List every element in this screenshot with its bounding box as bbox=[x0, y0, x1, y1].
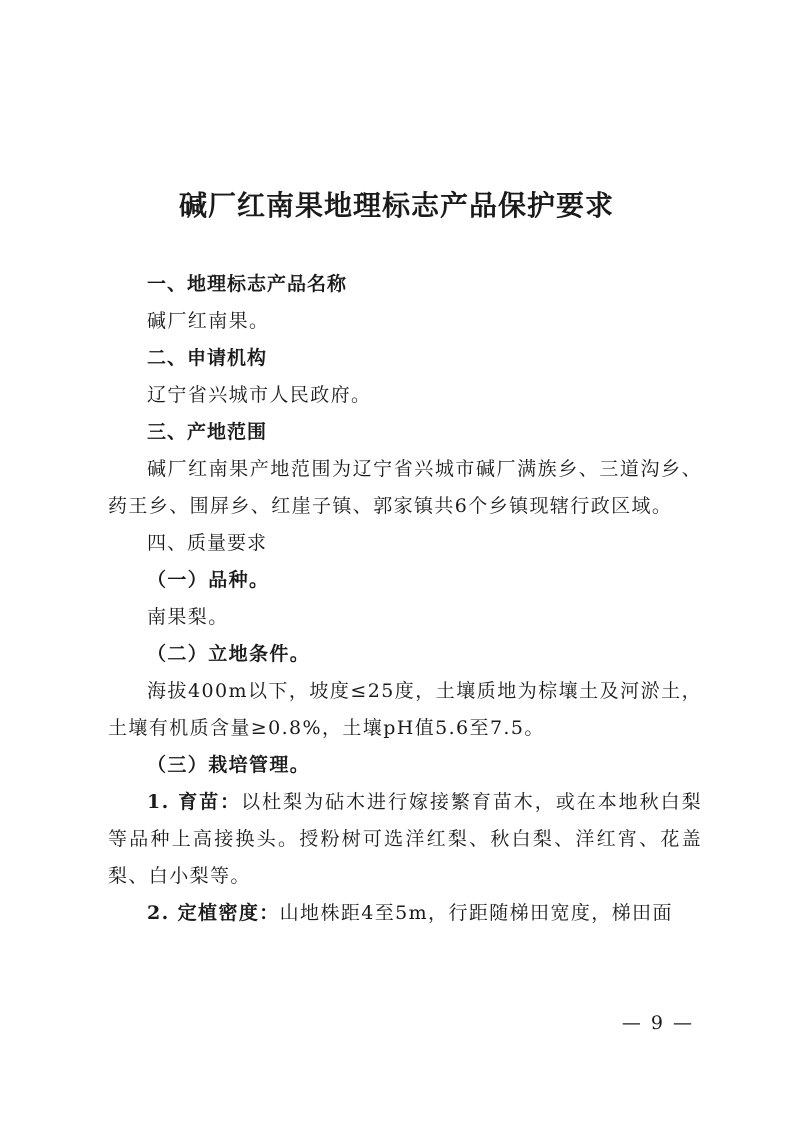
subsection-text-variety: 南果梨。 bbox=[147, 606, 229, 628]
list-item-seedling bbox=[108, 784, 702, 895]
subsection-heading-variety: （一）品种。 bbox=[147, 569, 270, 591]
section-text-origin-area: 碱厂红南果产地范围为辽宁省兴城市碱厂满族乡、三道沟乡、药王乡、围屏乡、红崖子镇、郭家镇共6个乡镇现辖行政区域。 bbox=[108, 458, 702, 517]
section-heading-quality-requirements: 四、质量要求 bbox=[147, 532, 268, 554]
subsection-heading-site-conditions: （二）立地条件。 bbox=[147, 643, 311, 665]
list-item-planting-density bbox=[108, 895, 702, 932]
section-heading-origin-area: 三、产地范围 bbox=[147, 421, 268, 443]
page-number: — 9 — bbox=[621, 1012, 694, 1034]
list-item-text: 以杜梨为砧木进行嫁接繁育苗木，或在本地秋白梨等品种上高接换头。授粉树可选洋红梨、秋白梨、洋红宵、花盖梨、白小梨等。 bbox=[108, 791, 702, 887]
document-body bbox=[108, 266, 702, 932]
section-heading-applicant: 二、申请机构 bbox=[147, 347, 268, 369]
subsection-text-site-conditions: 海拔400m以下，坡度≤25度，土壤质地为棕壤土及河淤土，土壤有机质含量≥0.8%，土壤pH值5.6至7.5。 bbox=[108, 680, 702, 739]
subsection-heading-cultivation: （三）栽培管理。 bbox=[147, 754, 311, 776]
document-title: 碱厂红南果地理标志产品保护要求 bbox=[178, 189, 614, 222]
list-item-text: 山地株距4至5m，行距随梯田宽度，梯田面 bbox=[279, 902, 673, 924]
section-heading-product-name: 一、地理标志产品名称 bbox=[147, 273, 348, 295]
list-item-label: 2. 定植密度： bbox=[147, 902, 280, 924]
section-text-product-name: 碱厂红南果。 bbox=[147, 310, 270, 332]
section-text-applicant: 辽宁省兴城市人民政府。 bbox=[147, 384, 372, 406]
list-item-label: 1. 育苗： bbox=[147, 791, 242, 813]
